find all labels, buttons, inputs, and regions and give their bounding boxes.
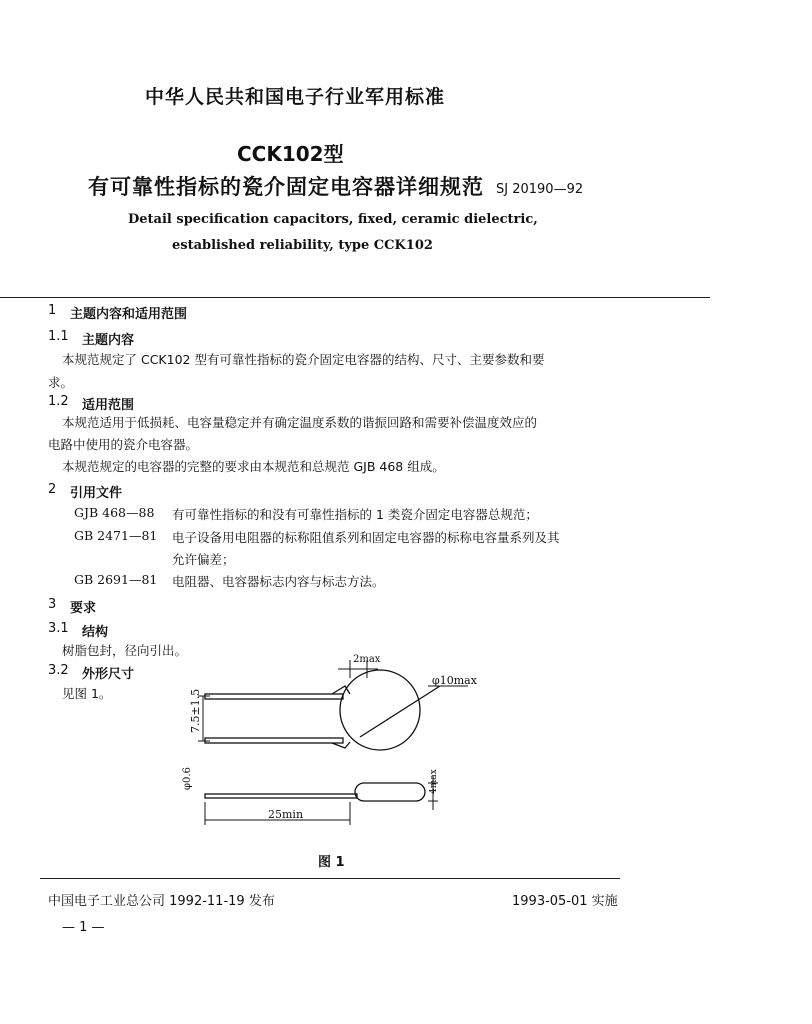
section-3-1-number: 3.1 bbox=[48, 621, 69, 636]
diameter-leader bbox=[360, 686, 440, 737]
header-rule bbox=[0, 297, 710, 298]
standard-code: SJ 20190—92 bbox=[496, 182, 584, 197]
lead-lower bbox=[205, 738, 343, 743]
dim-coating-run: 2max bbox=[353, 654, 381, 665]
section-3-2-paragraph: 见图 1。 bbox=[62, 686, 112, 701]
section-3-1-title: 结构 bbox=[82, 625, 109, 640]
standard-category-heading: 中华人民共和国电子行业军用标准 bbox=[145, 86, 446, 108]
page-number: — 1 — bbox=[62, 920, 105, 935]
reference-code: GB 2471—81 bbox=[74, 528, 158, 543]
main-title: 有可靠性指标的瓷介固定电容器详细规范 bbox=[88, 175, 484, 199]
effective-date: 1993-05-01 实施 bbox=[512, 894, 618, 909]
reference-title: 电阻器、电容器标志内容与标志方法。 bbox=[172, 574, 385, 589]
section-1-1-paragraph: 本规范规定了 CCK102 型有可靠性指标的瓷介固定电容器的结构、尺寸、主要参数和要 bbox=[62, 352, 545, 367]
section-1-1-paragraph-cont: 求。 bbox=[48, 375, 74, 390]
dim-lead-diameter: φ0.6 bbox=[182, 767, 193, 790]
capacitor-body-side bbox=[355, 783, 425, 801]
footer-rule bbox=[40, 878, 620, 879]
dim-lead-length: 25min bbox=[268, 808, 304, 821]
section-1-number: 1 bbox=[48, 303, 57, 318]
reference-title-cont: 允许偏差； bbox=[172, 552, 235, 567]
section-1-1-title: 主题内容 bbox=[82, 333, 135, 348]
english-title-line-2: established reliability, type CCK102 bbox=[172, 238, 433, 253]
section-1-2-paragraph-1: 本规范适用于低损耗、电容量稳定并有确定温度系数的谐振回路和需要补偿温度效应的 bbox=[62, 415, 538, 430]
section-3-2-number: 3.2 bbox=[48, 663, 69, 678]
english-title-line-1: Detail specification capacitors, fixed, ceramic dielectric, bbox=[128, 212, 538, 227]
reference-title: 电子设备用电阻器的标称阻值系列和固定电容器的标称电容量系列及其 bbox=[172, 530, 560, 545]
type-title: CCK102型 bbox=[237, 142, 344, 166]
section-2-number: 2 bbox=[48, 482, 57, 497]
publication-notice: 中国电子工业总公司 1992-11-19 发布 bbox=[48, 894, 275, 909]
dim-lead-spacing: 7.5±1.5 bbox=[189, 688, 202, 733]
figure-caption: 图 1 bbox=[318, 855, 345, 870]
dim-thickness: 4max bbox=[429, 769, 439, 794]
capacitor-outline-drawing bbox=[170, 650, 477, 845]
section-1-1-number: 1.1 bbox=[48, 329, 69, 344]
section-1-2-paragraph-1-cont: 电路中使用的瓷介电容器。 bbox=[48, 437, 199, 452]
section-3-2-title: 外形尺寸 bbox=[82, 667, 135, 682]
dim-body-diameter: φ10max bbox=[432, 674, 477, 687]
lead-side bbox=[205, 794, 357, 798]
section-1-2-number: 1.2 bbox=[48, 394, 69, 409]
section-3-number: 3 bbox=[48, 597, 57, 612]
section-1-2-title: 适用范围 bbox=[82, 398, 135, 413]
section-3-1-paragraph: 树脂包封，径向引出。 bbox=[62, 643, 188, 658]
section-2-title: 引用文件 bbox=[70, 486, 123, 501]
section-1-title: 主题内容和适用范围 bbox=[70, 307, 188, 322]
reference-code: GJB 468—88 bbox=[74, 505, 155, 520]
reference-code: GB 2691—81 bbox=[74, 572, 158, 587]
section-3-title: 要求 bbox=[70, 601, 97, 616]
reference-title: 有可靠性指标的和没有可靠性指标的 1 类瓷介固定电容器总规范； bbox=[172, 507, 538, 522]
section-1-2-paragraph-2: 本规范规定的电容器的完整的要求由本规范和总规范 GJB 468 组成。 bbox=[62, 459, 445, 474]
capacitor-body-front bbox=[340, 670, 420, 750]
lead-upper bbox=[205, 694, 343, 699]
